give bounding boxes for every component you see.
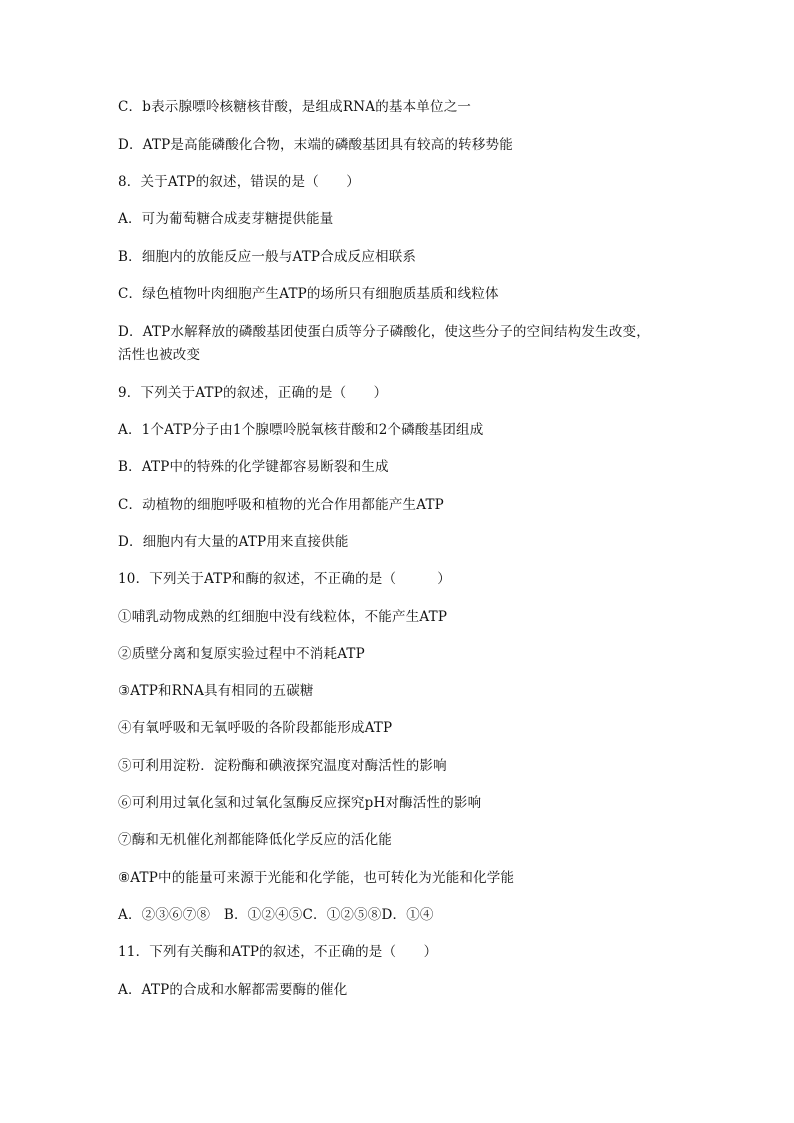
option-7d: D．ATP是高能磷酸化合物，末端的磷酸基团具有较高的转移势能 xyxy=(118,137,513,153)
option-8c: C．绿色植物叶肉细胞产生ATP的场所只有细胞质基质和线粒体 xyxy=(118,286,499,302)
option-9a: A．1个ATP分子由1个腺嘌呤脱氧核苷酸和2个磷酸基团组成 xyxy=(118,422,484,438)
question-10: 10．下列关于ATP和酶的叙述，不正确的是（ ） xyxy=(118,571,451,587)
option-8b: B．细胞内的放能反应一般与ATP合成反应相联系 xyxy=(118,249,417,265)
options-10: A．②③⑥⑦⑧ B．①②④⑤C．①②⑤⑧D．①④ xyxy=(118,907,434,923)
question-8: 8．关于ATP的叙述，错误的是（ ） xyxy=(118,174,360,190)
option-11a: A．ATP的合成和水解都需要酶的催化 xyxy=(118,982,348,998)
statement-10-1: ①哺乳动物成熟的红细胞中没有线粒体，不能产生ATP xyxy=(118,609,448,625)
statement-10-5: ⑤可利用淀粉．淀粉酶和碘液探究温度对酶活性的影响 xyxy=(118,758,447,774)
option-9b: B．ATP中的特殊的化学键都容易断裂和生成 xyxy=(118,459,389,475)
statement-10-7: ⑦酶和无机催化剂都能降低化学反应的活化能 xyxy=(118,832,392,848)
option-8d: D．ATP水解释放的磷酸基团使蛋白质等分子磷酸化，使这些分子的空间结构发生改变， xyxy=(118,324,650,340)
statement-10-2: ②质壁分离和复原实验过程中不消耗ATP xyxy=(118,646,365,662)
statement-10-8: ⑧ATP中的能量可来源于光能和化学能，也可转化为光能和化学能 xyxy=(118,870,515,886)
question-11: 11．下列有关酶和ATP的叙述，不正确的是（ ） xyxy=(118,944,438,960)
option-8d-continued: 活性也被改变 xyxy=(118,347,201,363)
option-9c: C．动植物的细胞呼吸和植物的光合作用都能产生ATP xyxy=(118,497,444,513)
option-7c: C．b表示腺嘌呤核糖核苷酸，是组成RNA的基本单位之一 xyxy=(118,99,472,115)
statement-10-3: ③ATP和RNA具有相同的五碳糖 xyxy=(118,683,314,699)
question-9: 9．下列关于ATP的叙述，正确的是（ ） xyxy=(118,385,388,401)
statement-10-4: ④有氧呼吸和无氧呼吸的各阶段都能形成ATP xyxy=(118,720,393,736)
option-9d: D．细胞内有大量的ATP用来直接供能 xyxy=(118,534,349,550)
statement-10-6: ⑥可利用过氧化氢和过氧化氢酶反应探究pH对酶活性的影响 xyxy=(118,795,482,811)
option-8a: A．可为葡萄糖合成麦芽糖提供能量 xyxy=(118,211,334,227)
